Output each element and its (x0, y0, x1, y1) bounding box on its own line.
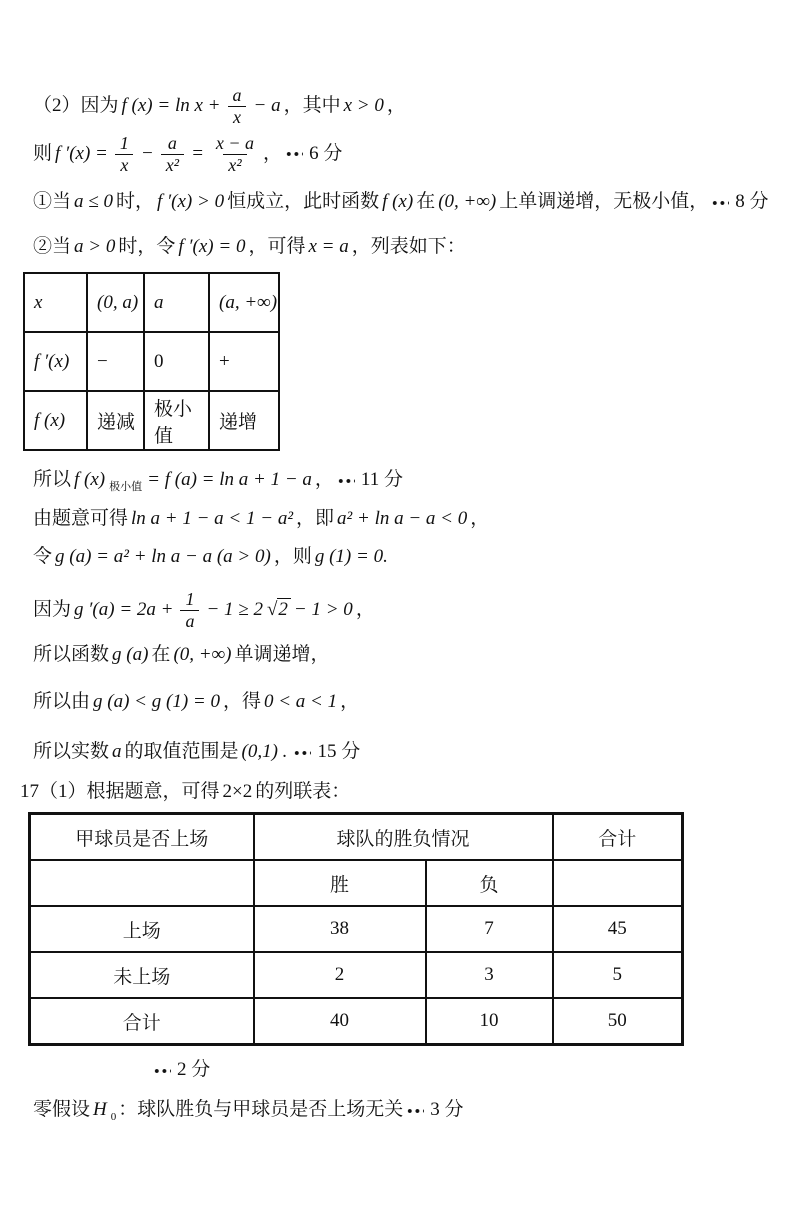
math-a-le-0: a ≤ 0 (74, 191, 113, 213)
cell-value: 38 (254, 906, 426, 952)
fraction-numerator: a (232, 85, 242, 106)
dotted-leader (285, 149, 303, 159)
table-row-on-field (30, 906, 683, 952)
text-then: 则 (33, 142, 53, 164)
math-fx: f (x) (74, 469, 106, 491)
text-so: 所以 (33, 469, 72, 491)
table-row (24, 391, 279, 450)
math-interval-0-inf: (0, +∞) (173, 644, 232, 666)
line-case2-intro (33, 235, 772, 260)
line-q17-intro (20, 780, 772, 805)
cell-x: x (24, 273, 87, 332)
fraction-denominator: a (180, 610, 199, 631)
math-minus-a: − a (253, 94, 281, 116)
fraction-a-over-x (228, 85, 247, 126)
text-so-function: 所以函数 (33, 644, 110, 666)
monotonicity-table (23, 272, 280, 451)
math-a: a (112, 741, 122, 763)
cell-value: 40 (254, 998, 426, 1045)
score-2: 2 分 (177, 1059, 211, 1081)
fraction-denominator: x² (161, 154, 184, 175)
text-so-from: 所以由 (33, 691, 91, 713)
row-label-not-on-field: 未上场 (30, 952, 254, 998)
fraction-numerator: 1 (119, 133, 129, 154)
line-table-score-2pts (150, 1058, 772, 1083)
score-8: 8 分 (735, 191, 769, 213)
table-subheader-row (30, 860, 683, 906)
math-min-value-expr: = f (a) = ln a + 1 − a (147, 469, 312, 491)
text-case1-when: ①当 (33, 191, 72, 213)
math-inequality-1: ln a + 1 − a < 1 − a² (131, 508, 294, 530)
text-let: 令 (33, 546, 53, 568)
dotted-leader (293, 748, 311, 758)
dotted-leader (337, 476, 355, 486)
cell-f: f (x) (24, 391, 87, 450)
line-case1-8pts (33, 190, 772, 215)
cell-sign-minus: − (87, 332, 144, 391)
line-null-hypothesis-3pts (33, 1098, 772, 1123)
text-q17-according: 17（1）根据题意，可得 (20, 781, 220, 803)
math-x-positive: x > 0 (343, 94, 384, 116)
math-equals: = (191, 142, 204, 164)
line-min-value-11pts (33, 468, 772, 493)
text-null-hypothesis: 零假设 (33, 1099, 91, 1121)
text-shi-let: 时，令 (118, 236, 176, 258)
contingency-table (28, 812, 684, 1046)
line-conclusion-a-range (33, 690, 772, 715)
cell-value: 50 (553, 998, 683, 1045)
text-comma: ， (355, 598, 375, 620)
fraction-denominator: x² (223, 154, 246, 175)
math-fprime-positive: f ′(x) > 0 (156, 191, 225, 213)
fraction-1-over-a (180, 589, 199, 630)
subscript-0: 0 (110, 1110, 117, 1123)
math-a-between-0-1: 0 < a < 1 (263, 691, 338, 713)
cell-value: 3 (426, 952, 553, 998)
subscript-local-min: 极小值 (109, 480, 143, 493)
text-comma: ， (263, 142, 283, 164)
fraction-numerator: a (167, 133, 177, 154)
cell-value: 5 (553, 952, 683, 998)
line-inequality (33, 507, 772, 532)
cell-empty (30, 860, 254, 906)
math-ge-2: − 1 ≥ 2 (206, 598, 263, 620)
cell-sign-plus: + (209, 332, 279, 391)
text-comma: ， (386, 94, 406, 116)
math-a-gt-0: a > 0 (74, 236, 116, 258)
text-comma: ， (340, 691, 360, 713)
text-increasing-no-min: 上单调递增，无极小值， (499, 191, 709, 213)
math-gprime-expr: g ′(a) = 2a + (74, 598, 174, 620)
line-final-range-15pts (33, 740, 772, 765)
math-g-definition: g (a) = a² + ln a − a (a > 0) (55, 546, 271, 568)
text-increasing: 单调递增， (234, 644, 330, 666)
fraction-numerator: 1 (185, 589, 195, 610)
cell-fprime: f ′(x) (24, 332, 87, 391)
table-row (24, 273, 279, 332)
score-11: 11 分 (360, 469, 403, 491)
math-ga: g (a) (112, 644, 149, 666)
line-derivative-6pts (33, 132, 772, 176)
cell-local-min: 极小值 (144, 391, 209, 450)
fraction-a-over-x2 (161, 133, 184, 174)
line-part2-intro (33, 84, 772, 128)
score-3: 3 分 (430, 1099, 464, 1121)
text-because: 因为 (33, 598, 72, 620)
cell-value: 10 (426, 998, 553, 1045)
math-interval-01: (0,1) . (241, 741, 288, 763)
table-row-not-on-field (30, 952, 683, 998)
line-define-g (33, 545, 772, 570)
math-minus: − (140, 142, 154, 164)
dotted-leader (711, 198, 729, 208)
text-on: 在 (151, 644, 171, 666)
text-table-follows: ，列表如下： (351, 236, 466, 258)
text-case2-when: ②当 (33, 236, 72, 258)
math-inequality-2: a² + ln a − a < 0 (337, 508, 468, 530)
fraction-denominator: x (115, 154, 133, 175)
header-player-on-field: 甲球员是否上场 (30, 814, 254, 861)
text-then: ，则 (273, 546, 312, 568)
row-label-on-field: 上场 (30, 906, 254, 952)
text-where: ，其中 (283, 94, 341, 116)
fraction-1-over-x (115, 133, 134, 174)
text-hypothesis-statement: ：球队胜负与甲球员是否上场无关 (118, 1099, 404, 1121)
cell-empty (553, 860, 683, 906)
math-g-compare: g (a) < g (1) = 0 (93, 691, 220, 713)
math-2x2: 2×2 (222, 781, 253, 803)
math-fx-definition: f (x) = ln x + (121, 94, 221, 116)
dotted-leader (406, 1106, 424, 1116)
math-H: H (93, 1099, 107, 1121)
math-g1-eq-0: g (1) = 0. (314, 546, 388, 568)
line-g-increasing (33, 643, 772, 668)
text-range-is: 的取值范围是 (124, 741, 239, 763)
cell-value: 2 (254, 952, 426, 998)
cell-interval-0a: (0, a) (87, 273, 144, 332)
cell-interval-a-inf: (a, +∞) (209, 273, 279, 332)
dotted-leader (153, 1066, 171, 1076)
math-fprime-equals: f ′(x) = (55, 142, 108, 164)
math-gt-0: − 1 > 0 (293, 598, 353, 620)
text-that-is: ，即 (296, 508, 335, 530)
text-obtain: ，可得 (248, 236, 306, 258)
fraction-denominator: x (228, 106, 246, 127)
fraction-numerator: x − a (215, 133, 255, 154)
text-holds-function: 恒成立，此时函数 (227, 191, 380, 213)
table-row-total (30, 998, 683, 1045)
text-get: ，得 (222, 691, 261, 713)
line-gprime (33, 588, 772, 632)
cell-a: a (144, 273, 209, 332)
text-on: 在 (416, 191, 436, 213)
math-interval-0-inf: (0, +∞) (438, 191, 497, 213)
text-contingency-table: 的列联表： (255, 781, 351, 803)
text-shi: 时， (115, 191, 154, 213)
text-because: （2）因为 (33, 94, 119, 116)
math-x-eq-a: x = a (308, 236, 349, 258)
score-6: 6 分 (309, 142, 343, 164)
header-team-result: 球队的胜负情况 (254, 814, 553, 861)
cell-increasing: 递增 (209, 391, 279, 450)
subheader-loss: 负 (426, 860, 553, 906)
fraction-xminusa-over-x2 (211, 133, 259, 174)
table-header-row (30, 814, 683, 861)
radical-sign: √ (266, 598, 278, 620)
radical-argument: 2 (277, 598, 291, 622)
table-row (24, 332, 279, 391)
text-comma: ， (470, 508, 490, 530)
text-so-real-number: 所以实数 (33, 741, 110, 763)
math-fx: f (x) (382, 191, 414, 213)
text-comma: ， (314, 469, 334, 491)
cell-value: 45 (553, 906, 683, 952)
cell-decreasing: 递减 (87, 391, 144, 450)
cell-sign-zero: 0 (144, 332, 209, 391)
text-from-problem: 由题意可得 (33, 508, 129, 530)
header-total: 合计 (553, 814, 683, 861)
cell-value: 7 (426, 906, 553, 952)
score-15: 15 分 (317, 741, 361, 763)
math-fprime-eq-0: f ′(x) = 0 (178, 236, 246, 258)
subheader-win: 胜 (254, 860, 426, 906)
row-label-total: 合计 (30, 998, 254, 1045)
